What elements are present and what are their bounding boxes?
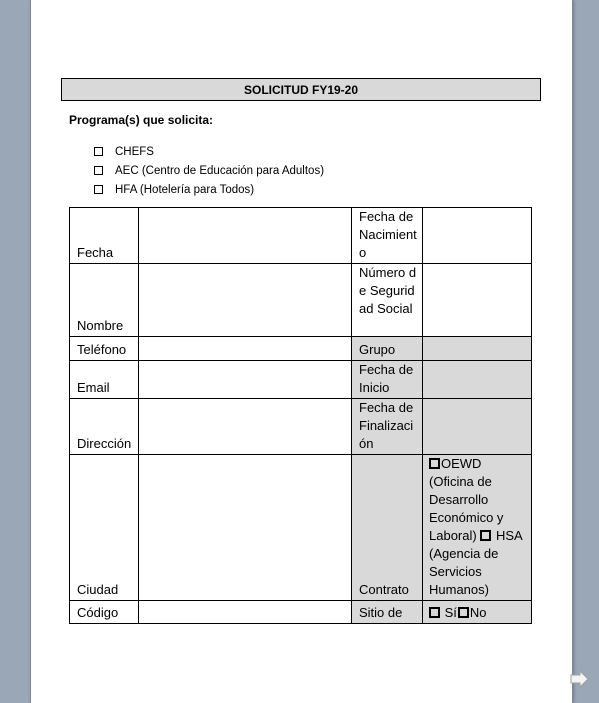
- contrato-options: [423, 455, 532, 601]
- label-contrato: Contrato: [352, 455, 423, 601]
- application-form-table: [69, 207, 532, 624]
- checkbox-icon[interactable]: [94, 147, 103, 156]
- label-fecha: Fecha: [70, 208, 139, 264]
- label-direccion: Dirección: [70, 399, 139, 455]
- sitio-options: [423, 601, 532, 624]
- table-row: [70, 264, 532, 337]
- label-fecha-inicio: Fecha de Inicio: [352, 361, 423, 399]
- program-option-label: HFA (Hotelería para Todos): [115, 183, 255, 196]
- checkbox-icon[interactable]: [94, 185, 103, 194]
- input-fecha[interactable]: [139, 208, 352, 264]
- contrato-option-oewd: OEWD (Oficina de Desarrollo Económico y Laboral): [429, 456, 504, 543]
- form-title-text: SOLICITUD FY19-20: [243, 82, 359, 97]
- input-ciudad[interactable]: [139, 455, 352, 601]
- document-page: [30, 0, 573, 703]
- table-row: [70, 399, 532, 455]
- programs-label: Programa(s) que solicita:: [69, 113, 214, 127]
- checkbox-icon[interactable]: [458, 607, 469, 618]
- table-row: [70, 455, 532, 601]
- next-page-arrow-icon[interactable]: [570, 670, 590, 692]
- label-ciudad: Ciudad: [70, 455, 139, 601]
- contrato-option-hsa: HSA (Agencia de Servicios Humanos): [429, 528, 522, 597]
- program-option-label: AEC (Centro de Educación para Adultos): [115, 164, 325, 177]
- program-option-label: CHEFS: [115, 145, 154, 158]
- label-sitio: Sitio de: [352, 601, 423, 624]
- input-numero-seguridad-social[interactable]: [423, 264, 532, 337]
- input-fecha-nacimiento[interactable]: [423, 208, 532, 264]
- checkbox-icon[interactable]: [429, 458, 440, 469]
- input-fecha-inicio[interactable]: [423, 361, 532, 399]
- input-nombre[interactable]: [139, 264, 352, 337]
- input-telefono[interactable]: [139, 337, 352, 361]
- program-option-chefs[interactable]: [94, 142, 324, 161]
- program-option-aec[interactable]: [94, 161, 324, 180]
- sitio-option-si: Sí: [444, 605, 457, 620]
- table-row: [70, 337, 532, 361]
- input-codigo[interactable]: [139, 601, 352, 624]
- checkbox-icon[interactable]: [94, 166, 103, 175]
- label-fecha-nacimiento: Fecha de Nacimiento: [352, 208, 423, 264]
- label-fecha-finalizacion: Fecha de Finalización: [352, 399, 423, 455]
- form-title: [61, 78, 541, 101]
- label-numero-seguridad-social: Número de Seguridad Social: [352, 264, 423, 337]
- label-codigo: Código: [70, 601, 139, 624]
- checkbox-icon[interactable]: [480, 530, 491, 541]
- label-telefono: Teléfono: [70, 337, 139, 361]
- label-nombre: Nombre: [70, 264, 139, 337]
- input-fecha-finalizacion[interactable]: [423, 399, 532, 455]
- program-list: [94, 142, 324, 199]
- label-grupo: Grupo: [352, 337, 423, 361]
- label-email: Email: [70, 361, 139, 399]
- input-direccion[interactable]: [139, 399, 352, 455]
- sitio-option-no: No: [469, 605, 487, 620]
- table-row: [70, 601, 532, 624]
- input-grupo[interactable]: [423, 337, 532, 361]
- input-email[interactable]: [139, 361, 352, 399]
- checkbox-icon[interactable]: [429, 607, 440, 618]
- table-row: [70, 361, 532, 399]
- table-row: [70, 208, 532, 264]
- program-option-hfa[interactable]: [94, 180, 324, 199]
